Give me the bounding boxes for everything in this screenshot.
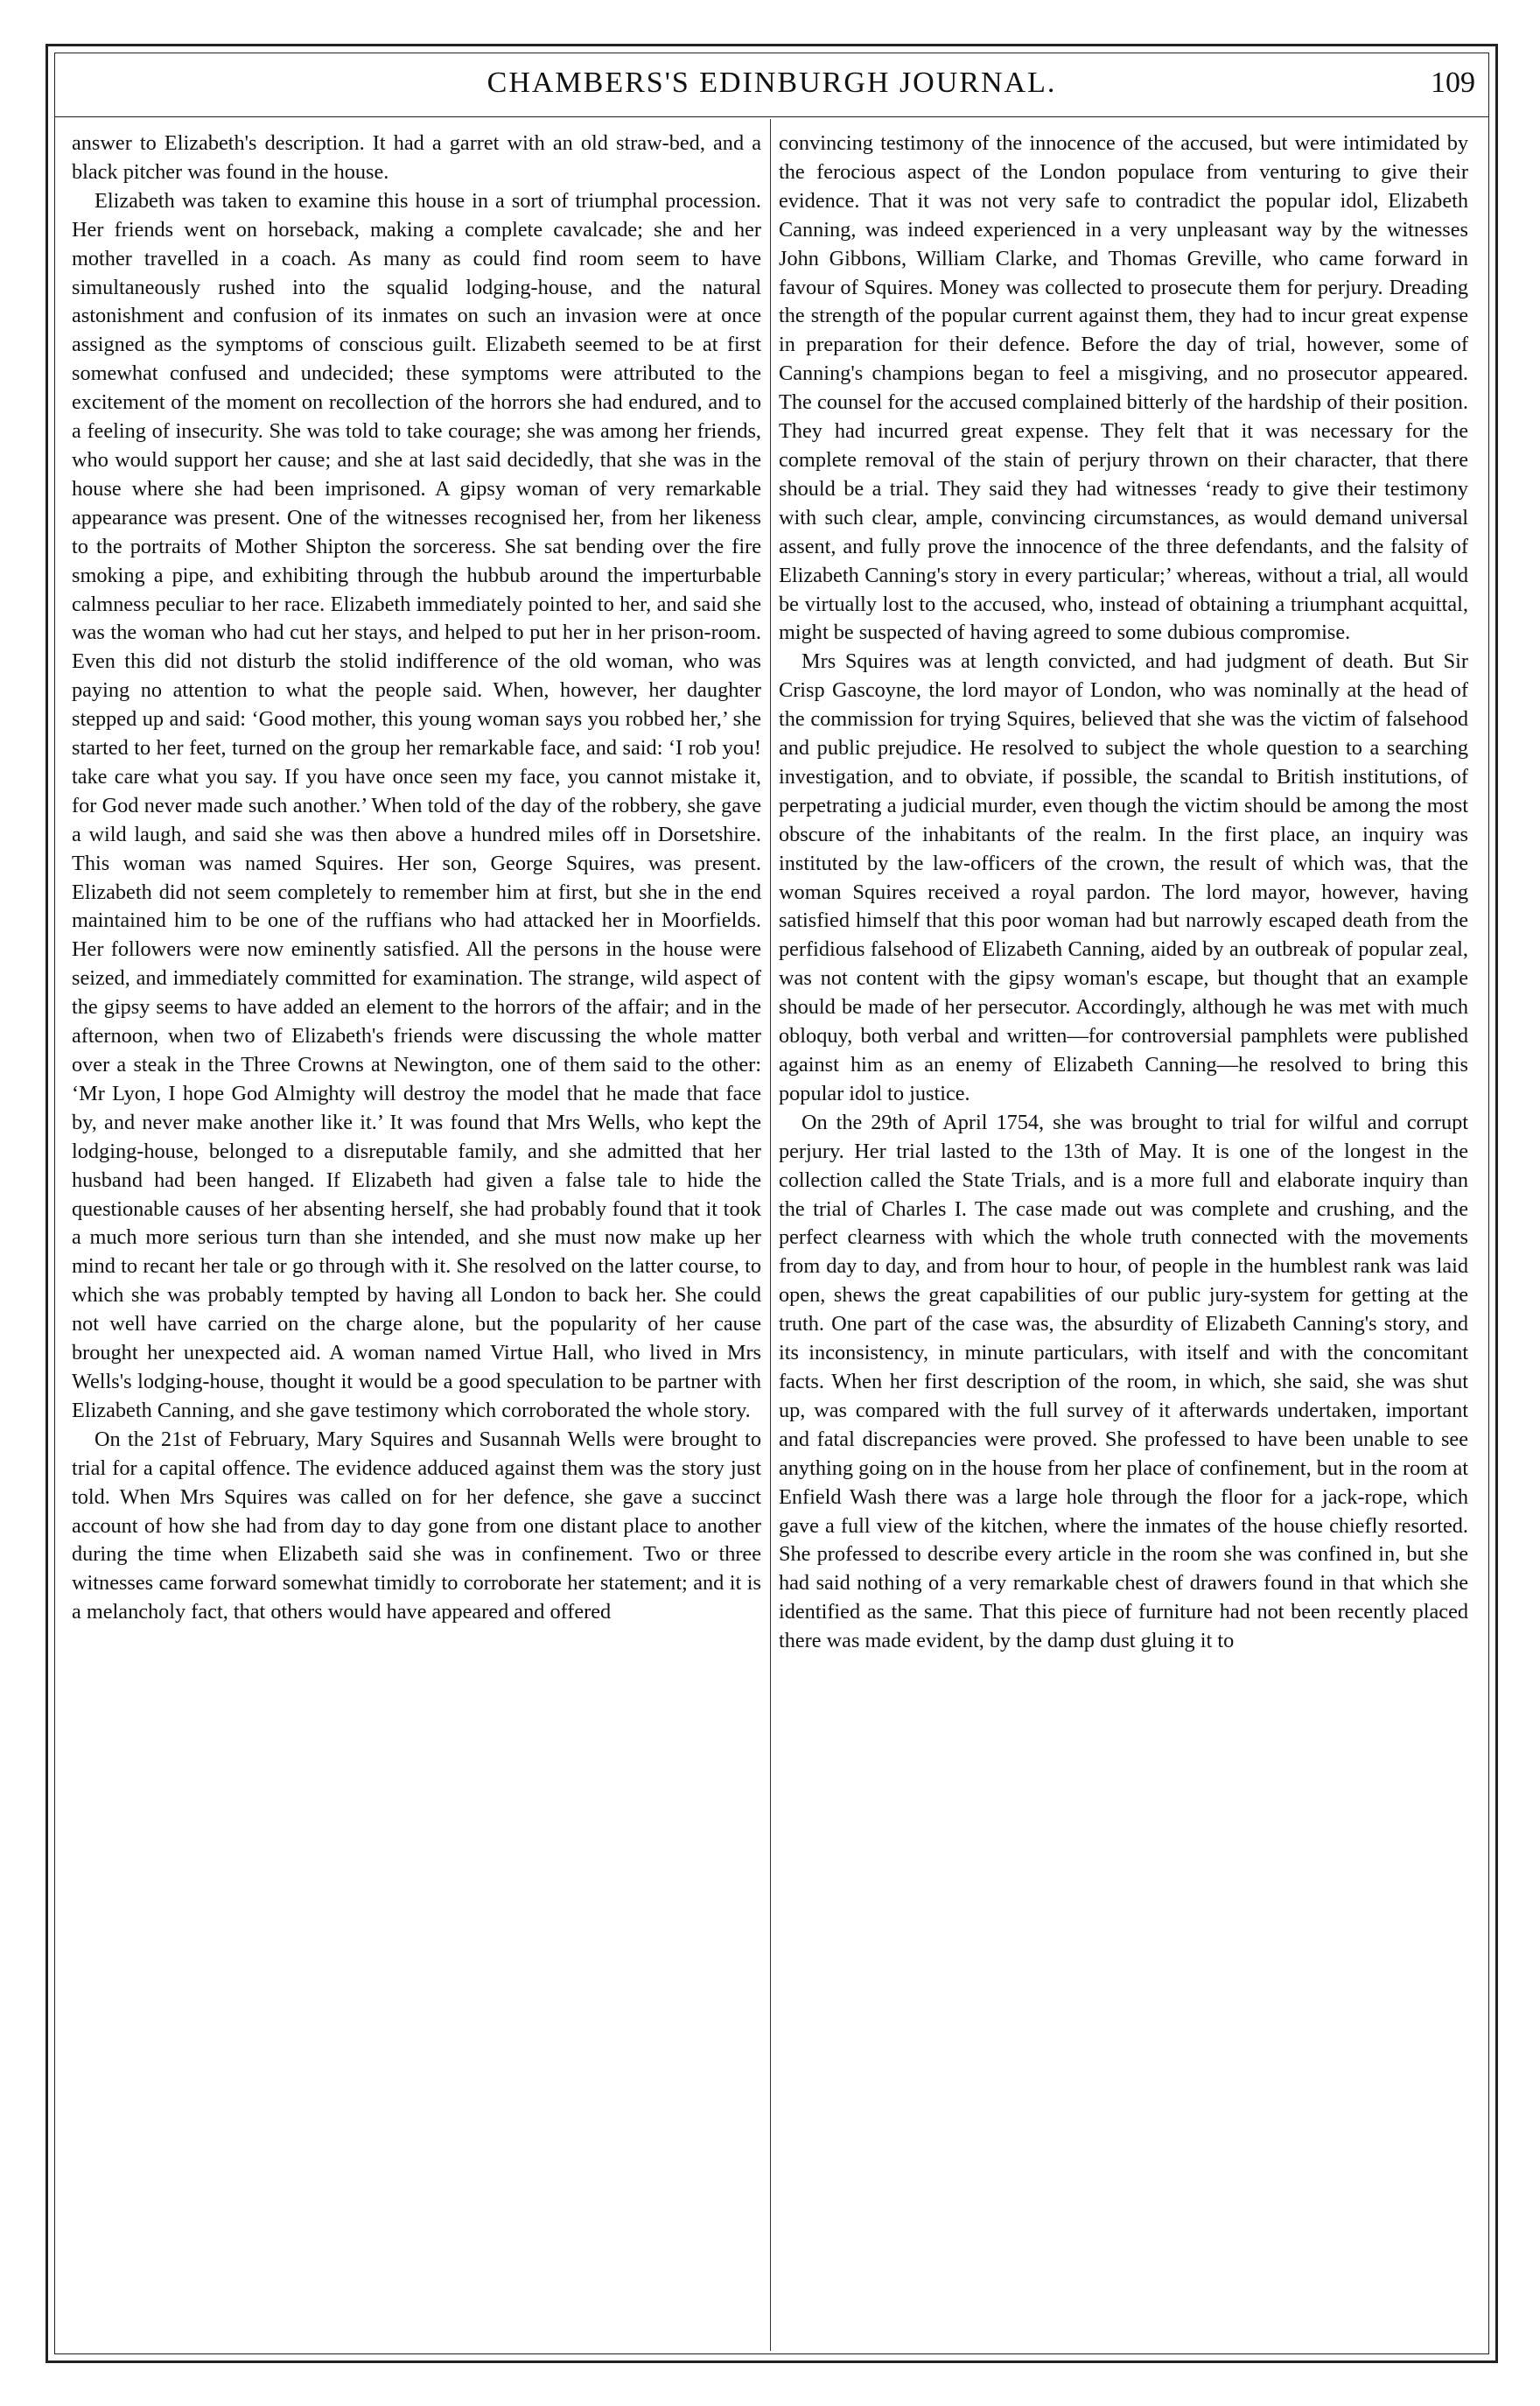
running-header [54,53,1489,117]
journal-title: CHAMBERS'S EDINBURGH JOURNAL. [486,67,1057,99]
paragraph: Elizabeth was taken to examine this house in a sort of triumphal procession. Her friends went on horseback, making a complete cavalcade; she and her mother travelled in a coach. As many as could find room seem to have simultaneously rushed into the squalid lodging-house, and the natural astonishment and confusion of its inmates on such an invasion were at once assigned as the symptoms of conscious guilt. Elizabeth seemed to be at first somewhat confused and undecided; these symptoms were attributed to the excitement of the moment on recollection of the horrors she had endured, and to a feeling of insecurity. She was told to take courage; she was among her friends, who would support her cause; and she at last said decidedly, that she was in the house where she had been imprisoned. A gipsy woman of very remarkable appearance was present. One of the witnesses recognised her, from her likeness to the portraits of Mother Shipton the sorceress. She sat bending over the fire smoking a pipe, and exhibiting through the hubbub around the imperturbable calmness peculiar to her race. Elizabeth immediately pointed to her, and said she was the woman who had cut her stays, and helped to put her in her prison-room. Even this did not disturb the stolid indifference of the old woman, who was paying no attention to what the people said. When, however, her daughter stepped up and said: ‘Good mother, this young woman says you robbed her,’ she started to her feet, turned on the group her remarkable face, and said: ‘I rob you! take care what you say. If you have once seen my face, you cannot mistake it, for God never made such another.’ When told of the day of the robbery, she gave a wild laugh, and said she was then above a hundred miles off in Dorsetshire. This woman was named Squires. Her son, George Squires, was present. Elizabeth did not seem completely to remember him at first, but she in the end maintained him to be one of the ruffians who had attacked her in Moorfields. Her followers were now eminently satisfied. All the persons in the house were seized, and immediately committed for examination. The strange, wild aspect of the gipsy seems to have added an element to the horrors of the affair; and in the afternoon, when two of Elizabeth's friends were discussing the whole matter over a steak in the Three Crowns at Newington, one of them said to the other: ‘Mr Lyon, I hope God Almighty will destroy the model that he made that face by, and never make another like it.’ It was found that Mrs Wells, who kept the lodging-house, belonged to a disreputable family, and she admitted that her husband had been hanged. If Elizabeth had given a false tale to hide the questionable causes of her absenting herself, she had probably found that it took a much more serious turn than she intended, and she must now make up her mind to recant her tale or go through with it. She resolved on the latter course, to which she was probably tempted by having all London to back her. She could not well have carried on the charge alone, but the popularity of her cause brought her unexpected aid. A woman named Virtue Hall, who lived in Mrs Wells's lodging-house, thought it would be a good speculation to be partner with Elizabeth Canning, and she gave testimony which corroborated the whole story. [72,188,761,1422]
paragraph: answer to Elizabeth's description. It had a garret with an old straw-bed, and a black pitcher was found in the house. [72,131,761,184]
left-column [72,130,761,2344]
paragraph: On the 29th of April 1754, she was brought to trial for wilful and corrupt perjury. Her trial lasted to the 13th of May. It is one of the longest in the collection called the State Trials, and is a more full and elaborate inquiry than the trial of Charles I. The case made out was complete and crushing, and the perfect clearness with which the whole truth connected with the movements from day to day, and from hour to hour, of people in the humblest rank was laid open, shews the great capabilities of our public jury-system for getting at the truth. One part of the case was, the absurdity of Elizabeth Canning's story, and its inconsistency, in minute particulars, with itself and with the concomitant facts. When her first description of the room, in which, she said, she was shut up, was compared with the full survey of it afterwards undertaken, important and fatal discrepancies were proved. She professed to have been unable to see anything going on in the house from her place of confinement, but in the room at Enfield Wash there was a large hole through the floor for a jack-rope, which gave a full view of the kitchen, where the inmates of the house chiefly resorted. She professed to describe every article in the room she was confined in, but she had said nothing of a very remarkable chest of drawers found in that which she identified as the same. That this piece of furniture had not been recently placed there was made evident, by the damp dust gluing it to [779,1110,1468,1653]
right-column [779,130,1468,2344]
paragraph: convincing testimony of the innocence of the accused, but were intimidated by the ferocious aspect of the London populace from venturing to give their evidence. That it was not very safe to contradict the popular idol, Elizabeth Canning, was indeed experienced in a very unpleasant way by the witnesses John Gibbons, William Clarke, and Thomas Greville, who came forward in favour of Squires. Money was collected to prosecute them for perjury. Dreading the strength of the popular current against them, they had to incur great expense in preparation for their defence. Before the day of trial, however, some of Canning's champions began to feel a misgiving, and no prosecutor appeared. The counsel for the accused complained bitterly of the hardship of their position. They had incurred great expense. They felt that it was necessary for the complete removal of the stain of perjury thrown on their character, that there should be a trial. They said they had witnesses ‘ready to give their testimony with such clear, ample, convincing circumstances, as would demand universal assent, and fully prove the innocence of the three defendants, and the falsity of Elizabeth Canning's story in every particular;’ whereas, without a trial, all would be virtually lost to the accused, who, instead of obtaining a triumphant acquittal, might be suspected of having agreed to some dubious compromise. [779,131,1468,645]
page-number: 109 [1431,67,1475,99]
column-divider [770,119,771,2351]
paragraph: On the 21st of February, Mary Squires and Susannah Wells were brought to trial for a capital offence. The evidence adduced against them was the story just told. When Mrs Squires was called on for her defence, she gave a succinct account of how she had from day to day gone from one distant place to another during the time when Elizabeth said she was in confinement. Two or three witnesses came forward somewhat timidly to corroborate her statement; and it is a melancholy fact, that others would have appeared and offered [72,1427,761,1624]
paragraph: Mrs Squires was at length convicted, and had judgment of death. But Sir Crisp Gascoyne, the lord mayor of London, who was nominally at the head of the commission for trying Squires, believed that she was the victim of falsehood and public prejudice. He resolved to subject the whole question to a searching investigation, and to obviate, if possible, the scandal to British institutions, of perpetrating a judicial murder, even though the victim should be among the most obscure of the inhabitants of the realm. In the first place, an inquiry was instituted by the law-officers of the crown, the result of which was, that the woman Squires received a royal pardon. The lord mayor, however, having satisfied himself that this poor woman had but narrowly escaped death from the perfidious falsehood of Elizabeth Canning, aided by an outbreak of popular zeal, was not content with the gipsy woman's escape, but thought that an example should be made of her persecutor. Accordingly, although he was met with much obloquy, both verbal and written—for controversial pamphlets were published against him as an enemy of Elizabeth Canning—he resolved to bring this popular idol to justice. [779,649,1468,1105]
